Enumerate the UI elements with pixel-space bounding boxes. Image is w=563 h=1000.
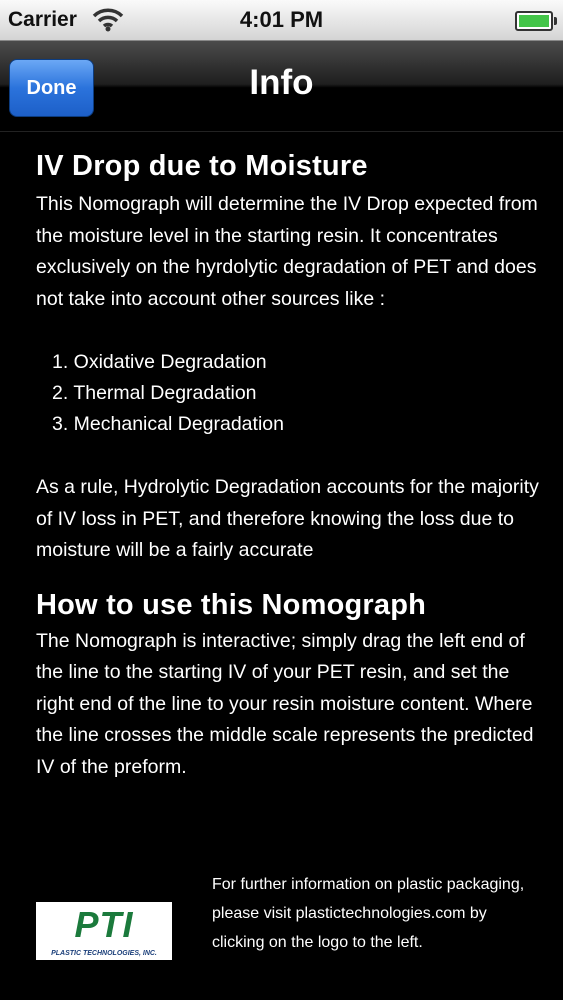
footer-text: For further information on plastic packaging, please visit plastictechnologies.com by clicking on the logo to the left. [212, 876, 525, 951]
info-content [36, 150, 546, 783]
logo-text: PTI [74, 904, 134, 945]
page-title: Info [249, 63, 314, 102]
list-item: 2. Thermal Degradation [52, 382, 257, 404]
section-heading-how-to: How to use this Nomograph [36, 588, 427, 621]
section-heading-moisture: IV Drop due to Moisture [36, 150, 368, 182]
status-time: 4:01 PM [239, 7, 324, 32]
intro-paragraph: This Nomograph will determine the IV Drop expected from the moisture level in the starting resin. It concentrates exclusively on the hyrdolytic degradation of PET and does not take into account other sources like : [36, 193, 538, 310]
how-to-paragraph: The Nomograph is interactive; simply drag the left end of the line to the starting IV of your PET resin, and set the right end of the line to your resin moisture content. Where the line crosses the middle scale represents the predicted IV of the preform. [36, 629, 534, 778]
carrier-label: Carrier [8, 8, 77, 31]
list-item: 3. Mechanical Degradation [52, 413, 284, 435]
list-item: 1. Oxidative Degradation [52, 351, 267, 373]
navigation-bar [0, 41, 563, 132]
status-bar [0, 0, 563, 41]
done-button[interactable]: Done [9, 59, 94, 117]
pti-logo[interactable] [36, 902, 172, 960]
degradation-list [36, 347, 546, 440]
logo-subtext: PLASTIC TECHNOLOGIES, INC. [51, 950, 157, 957]
outro-paragraph: As a rule, Hydrolytic Degradation accounts for the majority of IV loss in PET, and therefore knowing the loss due to moisture will be a fairly accurate [36, 476, 539, 561]
battery-icon [515, 11, 553, 31]
